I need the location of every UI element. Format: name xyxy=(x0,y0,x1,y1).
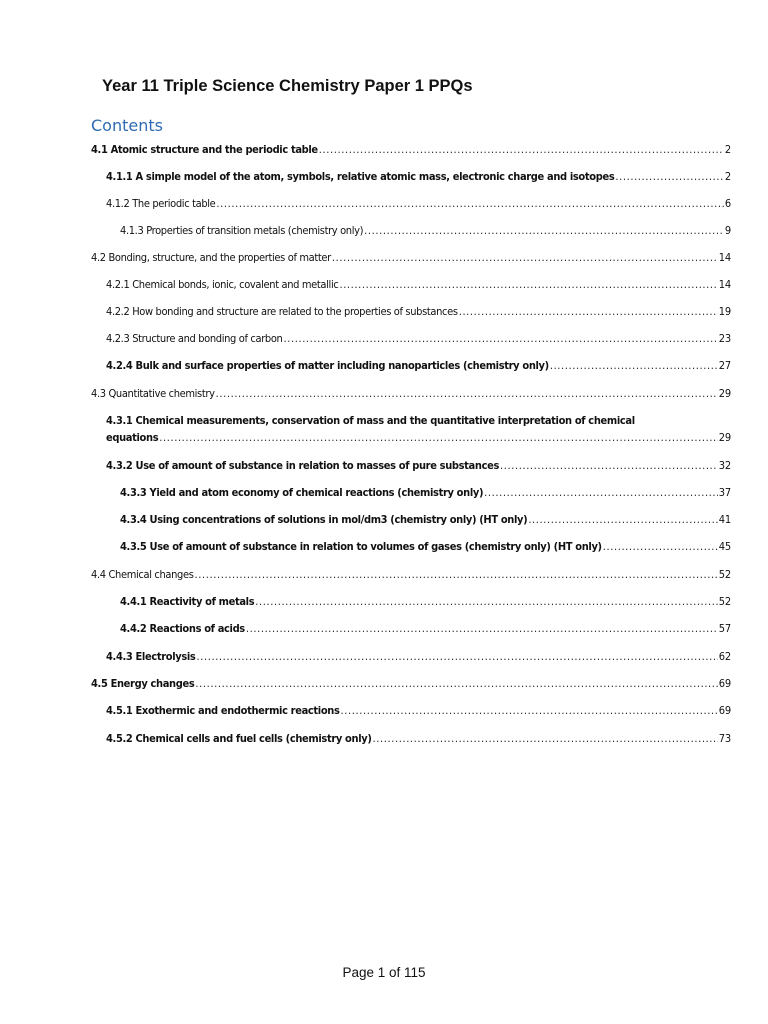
toc-dot-leader xyxy=(373,730,718,747)
toc-entry[interactable] xyxy=(106,168,731,185)
toc-entry-title: 4.5.1 Exothermic and endothermic reactions xyxy=(106,704,340,717)
toc-entry[interactable] xyxy=(91,385,731,402)
toc-entry[interactable] xyxy=(106,330,731,347)
toc-dot-leader xyxy=(246,620,718,637)
toc-page-number: 14 xyxy=(718,278,731,291)
toc-dot-leader xyxy=(195,566,718,583)
toc-page-number: 45 xyxy=(718,540,731,553)
toc-page-number: 29 xyxy=(718,431,731,444)
toc-entry[interactable] xyxy=(120,620,731,637)
toc-dot-leader xyxy=(364,222,724,239)
toc-entry-title: 4.5 Energy changes xyxy=(91,677,195,690)
toc-dot-leader xyxy=(195,675,717,692)
toc-dot-leader xyxy=(603,538,718,555)
toc-entry-title: 4.3.4 Using concentrations of solutions in mol/dm3 (chemistry only) (HT only) xyxy=(120,513,528,526)
toc-entry[interactable] xyxy=(91,675,731,692)
toc-page-number: 41 xyxy=(718,513,731,526)
toc-page-number: 29 xyxy=(718,387,731,400)
toc-dot-leader xyxy=(159,429,718,446)
toc-dot-leader xyxy=(615,168,724,185)
toc-dot-leader xyxy=(550,357,718,374)
toc-dot-leader xyxy=(459,303,718,320)
toc-page-number: 32 xyxy=(718,459,731,472)
toc-page-number: 19 xyxy=(718,305,731,318)
toc-entry-title: 4.3 Quantitative chemistry xyxy=(91,387,215,400)
toc-entry[interactable] xyxy=(106,357,731,374)
toc-entry[interactable] xyxy=(120,538,731,555)
toc-entry-title: 4.1 Atomic structure and the periodic table xyxy=(91,143,318,156)
toc-page-number: 14 xyxy=(718,251,731,264)
toc-entry-title: 4.5.2 Chemical cells and fuel cells (chemistry only) xyxy=(106,732,372,745)
toc-entry[interactable] xyxy=(120,511,731,528)
toc-entry[interactable] xyxy=(106,702,731,719)
toc-dot-leader xyxy=(528,511,717,528)
toc-dot-leader xyxy=(216,385,718,402)
contents-heading: Contents xyxy=(91,116,163,135)
toc-entry[interactable] xyxy=(106,457,731,474)
toc-dot-leader xyxy=(196,648,717,665)
toc-entry-title: 4.2.2 How bonding and structure are related to the properties of substances xyxy=(106,305,458,318)
toc-entry-title: 4.2.4 Bulk and surface properties of matter including nanoparticles (chemistry only) xyxy=(106,359,549,372)
toc-entry-title: 4.1.2 The periodic table xyxy=(106,197,216,210)
toc-entry-title: 4.4 Chemical changes xyxy=(91,568,194,581)
toc-dot-leader xyxy=(319,141,724,158)
toc-entry-title: 4.3.3 Yield and atom economy of chemical reactions (chemistry only) xyxy=(120,486,484,499)
toc-entry-title: 4.3.1 Chemical measurements, conservation of mass and the quantitative interpretation of chemical xyxy=(106,414,635,427)
toc-dot-leader xyxy=(283,330,717,347)
toc-dot-leader xyxy=(500,457,718,474)
toc-entry-title: 4.1.3 Properties of transition metals (chemistry only) xyxy=(120,224,364,237)
toc-entry-title: 4.4.2 Reactions of acids xyxy=(120,622,245,635)
toc-entry[interactable] xyxy=(106,730,731,747)
toc-page-number: 69 xyxy=(718,704,731,717)
toc-entry[interactable] xyxy=(106,648,731,665)
toc-page-number: 37 xyxy=(718,486,731,499)
toc-page-number: 52 xyxy=(718,595,731,608)
toc-page-number: 57 xyxy=(718,622,731,635)
toc-entry-title: 4.3.2 Use of amount of substance in relation to masses of pure substances xyxy=(106,459,499,472)
toc-dot-leader xyxy=(484,484,718,501)
toc-page-number: 27 xyxy=(718,359,731,372)
toc-entry-title: 4.2.3 Structure and bonding of carbon xyxy=(106,332,283,345)
toc-entry-title: 4.2 Bonding, structure, and the properties of matter xyxy=(91,251,331,264)
toc-page-number: 62 xyxy=(718,650,731,663)
toc-entry[interactable] xyxy=(106,412,731,446)
toc-entry-title-continued: equations xyxy=(106,431,159,444)
toc-entry[interactable] xyxy=(120,222,731,239)
toc-entry[interactable] xyxy=(106,276,731,293)
page-footer: Page 1 of 115 xyxy=(342,965,426,980)
toc-page-number: 69 xyxy=(718,677,731,690)
toc-entry[interactable] xyxy=(106,303,731,320)
toc-entry-title: 4.1.1 A simple model of the atom, symbols, relative atomic mass, electronic charge and isotopes xyxy=(106,170,615,183)
toc-page-number: 2 xyxy=(724,170,731,183)
toc-page-number: 6 xyxy=(724,197,731,210)
toc-entry[interactable] xyxy=(120,484,731,501)
toc-entry-title: 4.3.5 Use of amount of substance in relation to volumes of gases (chemistry only) (HT only) xyxy=(120,540,602,553)
toc-dot-leader xyxy=(332,249,718,266)
toc-entry-title: 4.4.3 Electrolysis xyxy=(106,650,196,663)
toc-dot-leader xyxy=(339,276,717,293)
toc-entry-title: 4.4.1 Reactivity of metals xyxy=(120,595,255,608)
toc-entry-title: 4.2.1 Chemical bonds, ionic, covalent and metallic xyxy=(106,278,339,291)
toc-entry[interactable] xyxy=(91,566,731,583)
toc-page-number: 23 xyxy=(718,332,731,345)
toc-page-number: 52 xyxy=(718,568,731,581)
toc-dot-leader xyxy=(255,593,718,610)
toc-dot-leader xyxy=(341,702,718,719)
toc-page-number: 73 xyxy=(718,732,731,745)
toc-dot-leader xyxy=(216,195,724,212)
toc-entry[interactable] xyxy=(91,141,731,158)
toc-entry[interactable] xyxy=(106,195,731,212)
toc-entry[interactable] xyxy=(120,593,731,610)
toc-page-number: 9 xyxy=(724,224,731,237)
toc-entry[interactable] xyxy=(91,249,731,266)
toc-page-number: 2 xyxy=(724,143,731,156)
document-title: Year 11 Triple Science Chemistry Paper 1 PPQs xyxy=(102,77,473,95)
